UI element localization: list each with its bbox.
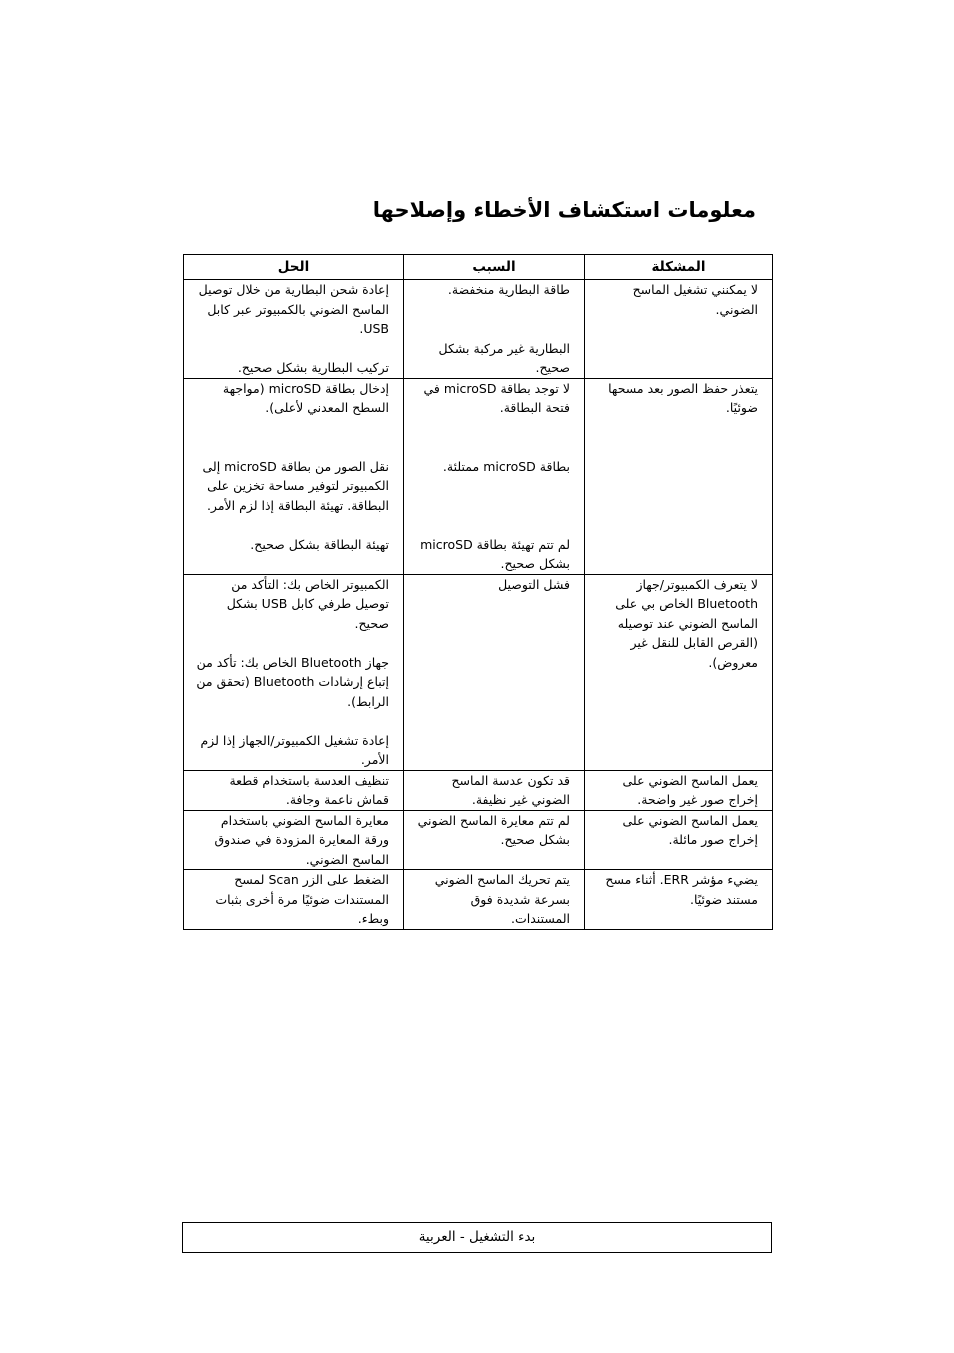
solution-text: إعادة تشغيل الكمبيوتر/الجهاز إذا لزم الأمر.: [200, 732, 389, 767]
table-row: [184, 574, 773, 770]
solution-text: نقل الصور من بطاقة microSD إلى الكمبيوتر لتوفير مساحة تخزين على البطاقة. تهيئة البطاقة إذا لزم الأمر.: [202, 458, 389, 513]
solution-text: تنظيف العدسة باستخدام قطعة قماش ناعمة وجافة.: [229, 772, 389, 807]
table-row: [184, 770, 773, 810]
cause-text: لم تتم معايرة الماسح الضوني بشكل صحيح.: [417, 812, 570, 847]
solution-text: معايرة الماسح الضوني باستخدام ورقة المعايرة المزودة في صندوق الماسح الضوني.: [214, 812, 389, 867]
problem-cell: [585, 574, 773, 770]
solution-text: تركيب البطارية بشكل صحيح.: [237, 360, 389, 375]
table-row: [184, 280, 773, 379]
cause-text: لم تتم تهيئة بطاقة microSD بشكل صحيح.: [420, 536, 570, 571]
solution-cell: [184, 378, 404, 574]
cause-cell: [404, 280, 585, 379]
solution-text: جهاز Bluetooth الخاص بك: تأكد من إتباع إرشادات Bluetooth (تحقق من الرابط).: [196, 654, 389, 709]
page-title: معلومات استكشاف الأخطاء وإصلاحها: [372, 198, 756, 222]
solution-cell: [184, 280, 404, 379]
cause-cell: [404, 378, 585, 574]
problem-text: لا يتعرف الكمبيوتر/جهاز Bluetooth الخاص بي على الماسح الضوني عند توصيله (القرص القابل للنقل غير معروض).: [615, 576, 758, 670]
problem-cell: [585, 870, 773, 930]
cause-cell: [404, 810, 585, 870]
table-header-row: [184, 255, 773, 280]
cause-text: لا توجد بطاقة microSD في فتحة البطاقة.: [423, 380, 570, 415]
table-row: [184, 810, 773, 870]
problem-cell: [585, 280, 773, 379]
cause-text: يتم تحريك الماسح الضوني بسرعة شديدة فوق المستندات.: [434, 872, 570, 926]
solution-cell: [184, 770, 404, 810]
solution-text: الضغط على الزر Scan لمسح المستندات ضوئيًا مرة أخرى بثبات وبطء.: [215, 872, 389, 926]
cause-cell: [404, 870, 585, 930]
header-cause: السبب: [404, 255, 585, 280]
problem-text: يعمل الماسح الضوني على إخراج صور غير واضحة.: [622, 772, 758, 807]
problem-cell: [585, 810, 773, 870]
problem-text: لا يمكنني تشغيل الماسح الضوني.: [632, 282, 758, 317]
cause-cell: [404, 574, 585, 770]
troubleshooting-table: [183, 254, 773, 930]
solution-cell: [184, 810, 404, 870]
header-solution: الحل: [184, 255, 404, 280]
cause-text: فشل التوصيل: [498, 576, 570, 592]
page-footer: بدء التشغيل - العربية: [182, 1222, 772, 1253]
cause-text: طاقة البطارية منخفضة.: [447, 282, 570, 297]
problem-text: يتعذر حفظ الصور بعد مسحها ضوئيًا.: [608, 380, 758, 415]
problem-cell: [585, 770, 773, 810]
problem-text: يعمل الماسح الضوني على إخراج صور مائلة.: [622, 812, 758, 847]
solution-cell: [184, 870, 404, 930]
solution-cell: [184, 574, 404, 770]
cause-text: البطارية غير مركبة بشكل صحيح.: [438, 340, 570, 375]
solution-text: تهيئة البطاقة بشكل صحيح.: [250, 536, 389, 552]
table-row: [184, 870, 773, 930]
solution-text: إدخال بطاقة microSD (مواجهة السطح المعدني لأعلى).: [222, 380, 389, 415]
solution-text: الكمبيوتر الخاص بك: التأكد من توصيل طرفي كابل USB بشكل صحيح.: [226, 576, 389, 631]
header-problem: المشكلة: [585, 255, 773, 280]
solution-text: إعادة شحن البطارية من خلال توصيل الماسح الضوني بالكمبيوتر عبر كابل USB.: [198, 282, 389, 336]
problem-text: يضيء مؤشر ERR. أثناء مسح مستند ضوئيًا.: [605, 872, 758, 907]
cause-text: بطاقة microSD ممتلئة.: [442, 458, 570, 474]
problem-cell: [585, 378, 773, 574]
cause-text: قد تكون عدسة الماسح الضوني غير نظيفة.: [451, 772, 570, 807]
table-row: [184, 378, 773, 574]
cause-cell: [404, 770, 585, 810]
